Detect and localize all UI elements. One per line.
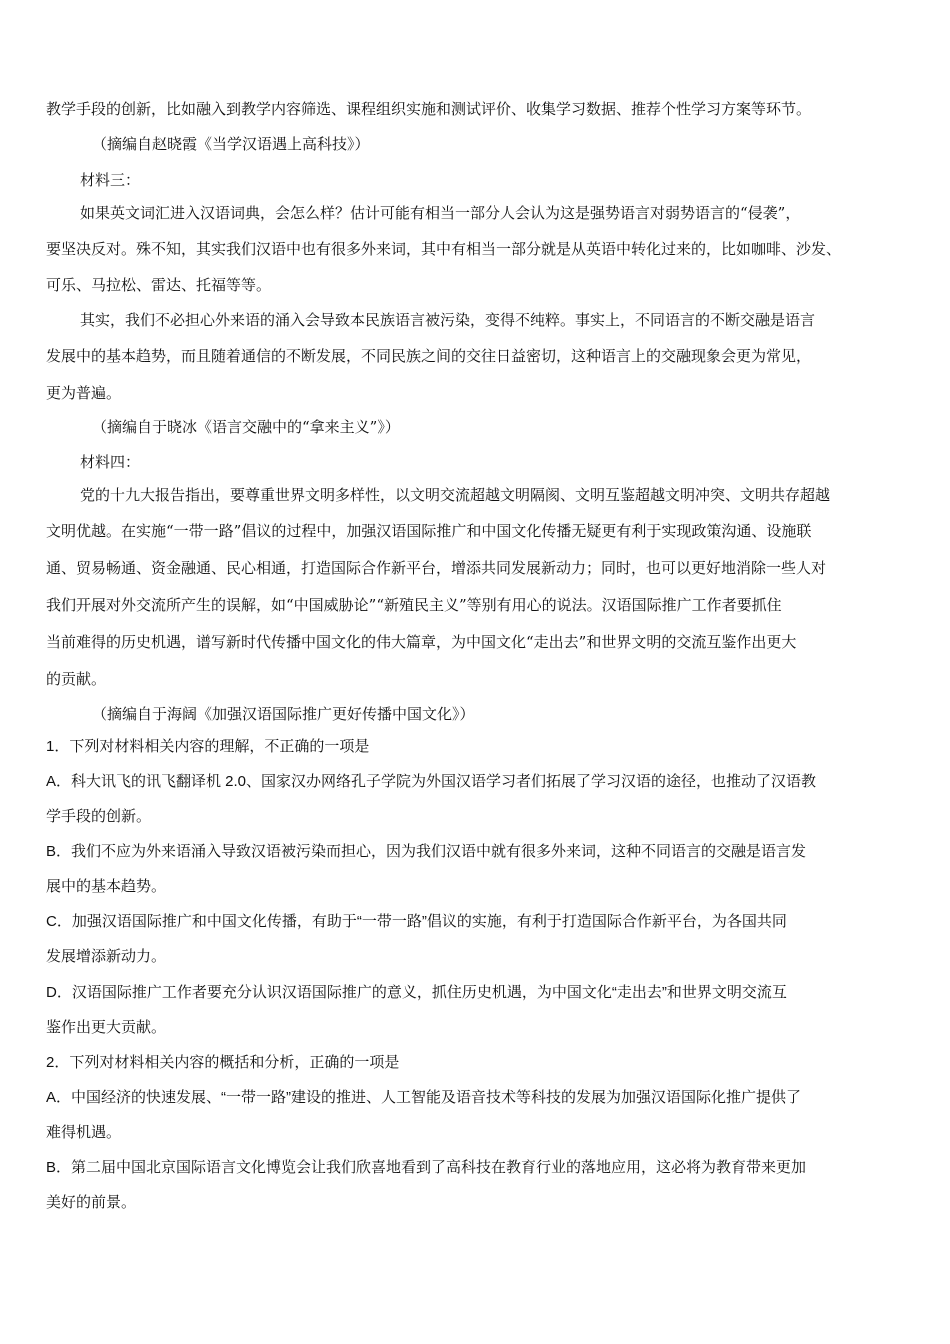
q1-option-b-line2: 展中的基本趋势。 [46, 878, 167, 895]
q1-option-a-line2: 学手段的创新。 [46, 808, 152, 825]
material3-p1-line1: 如果英文词汇进入汉语词典，会怎么样？估计可能有相当一部分人会认为这是强势语言对弱势语言的“侵袭”， [80, 204, 801, 222]
material3-p2-line2: 发展中的基本趋势，而且随着通信的不断发展，不同民族之间的交往日益密切，这种语言上的交融现象会更为常见， [46, 347, 812, 365]
material4-p1-line1: 党的十九大报告指出，要尊重世界文明多样性，以文明交流超越文明隔阂、文明互鉴超越文明冲突、文明共存超越 [80, 486, 831, 504]
material4-p1-line6: 的贡献。 [46, 670, 107, 688]
material3-p2-line1: 其实，我们不必担心外来语的涌入会导致本民族语言被污染，变得不纯粹。事实上，不同语言的不断交融是语言 [80, 311, 816, 329]
q2-option-b-line1: B．第二届中国北京国际语言文化博览会让我们欣喜地看到了高科技在教育行业的落地应用，这必将为教育带来更加 [46, 1159, 807, 1176]
material3-p1-line3: 可乐、马拉松、雷达、托福等等。 [46, 276, 272, 294]
material3-title: 材料三： [80, 171, 141, 189]
q1-option-d-line1: D．汉语国际推广工作者要充分认识汉语国际推广的意义，抓住历史机遇，为中国文化“走出去”和世界文明交流互 [46, 984, 787, 1001]
q1-option-c-line2: 发展增添新动力。 [46, 948, 167, 965]
material4-title: 材料四： [80, 453, 141, 471]
q2-option-b-line2: 美好的前景。 [46, 1194, 137, 1211]
q1-option-b-line1: B．我们不应为外来语涌入导致汉语被污染而担心，因为我们汉语中就有很多外来词，这种不同语言的交融是语言发 [46, 843, 807, 860]
material2-source: （摘编自赵晓霞《当学汉语遇上高科技》） [92, 135, 370, 153]
material3-source: （摘编自于晓冰《语言交融中的“拿来主义”》） [92, 418, 400, 436]
material2-tail: 教学手段的创新，比如融入到教学内容筛选、课程组织实施和测试评价、收集学习数据、推荐个性学习方案等环节。 [46, 100, 812, 118]
material3-p1-line2: 要坚决反对。殊不知，其实我们汉语中也有很多外来词，其中有相当一部分就是从英语中转化过来的，比如咖啡、沙发、 [46, 240, 842, 258]
q1-option-a-line1: A．科大讯飞的讯飞翻译机 2.0、国家汉办网络孔子学院为外国汉语学习者们拓展了学习汉语的途径，也推动了汉语教 [46, 773, 817, 790]
material4-p1-line2: 文明优越。在实施“一带一路”倡议的过程中，加强汉语国际推广和中国文化传播无疑更有利于实现政策沟通、设施联 [46, 522, 812, 540]
material3-p2-line3: 更为普遍。 [46, 384, 122, 402]
question-2-stem: 2．下列对材料相关内容的概括和分析，正确的一项是 [46, 1054, 400, 1071]
material4-p1-line3: 通、贸易畅通、资金融通、民心相通，打造国际合作新平台，增添共同发展新动力；同时，也可以更好地消除一些人对 [46, 559, 827, 577]
q1-option-d-line2: 鉴作出更大贡献。 [46, 1019, 167, 1036]
material4-p1-line4: 我们开展对外交流所产生的误解，如“中国威胁论”“新殖民主义”等别有用心的说法。汉语国际推广工作者要抓住 [46, 596, 782, 614]
material4-p1-line5: 当前难得的历史机遇，谱写新时代传播中国文化的伟大篇章，为中国文化“走出去”和世界文明的交流互鉴作出更大 [46, 633, 797, 651]
q1-option-c-line1: C．加强汉语国际推广和中国文化传播，有助于“一带一路”倡议的实施，有利于打造国际合作新平台，为各国共同 [46, 913, 787, 930]
question-1-stem: 1．下列对材料相关内容的理解，不正确的一项是 [46, 738, 370, 755]
q2-option-a-line2: 难得机遇。 [46, 1124, 122, 1141]
q2-option-a-line1: A．中国经济的快速发展、“一带一路”建设的推进、人工智能及语音技术等科技的发展为加强汉语国际化推广提供了 [46, 1089, 802, 1106]
material4-source: （摘编自于海阔《加强汉语国际推广更好传播中国文化》） [92, 705, 475, 723]
